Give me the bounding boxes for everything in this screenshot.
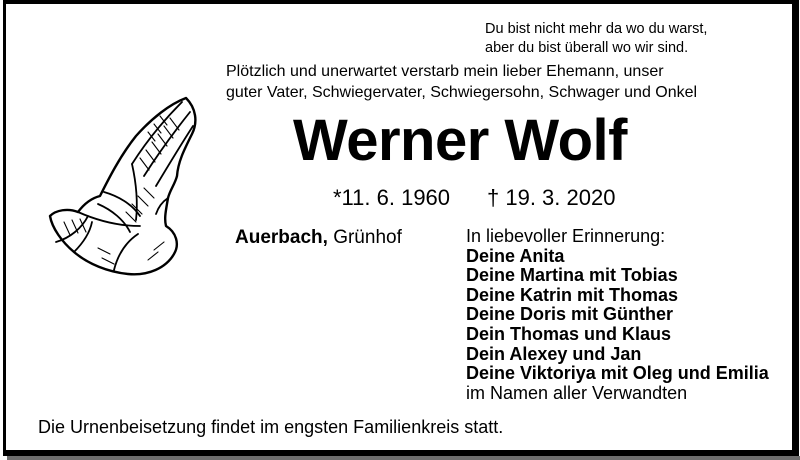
mourner-line: Deine Katrin mit Thomas [466, 284, 679, 305]
mourner-line: Dein Alexey und Jan [466, 343, 642, 364]
mourner-line: Deine Doris mit Günther [466, 304, 674, 325]
mourner-line: Deine Viktoriya mit Oleg und Emilia [466, 363, 769, 384]
death-date: † 19. 3. 2020 [487, 185, 616, 210]
place-main: Auerbach, [235, 227, 328, 248]
place-line [235, 227, 402, 249]
deceased-name: Werner Wolf [293, 108, 627, 173]
place-detail: Grünhof [333, 227, 402, 248]
mourner-line: Deine Martina mit Tobias [466, 265, 678, 286]
intro-text [226, 61, 697, 103]
remembrance-block [466, 227, 769, 403]
frame-drop-shadow [7, 456, 800, 460]
memorial-quote-line2: aber du bist überall wo wir sind. [485, 40, 689, 56]
funeral-note: Die Urnenbeisetzung findet im engsten Familienkreis statt. [38, 417, 504, 437]
memorial-quote-line1: Du bist nicht mehr da wo du warst, [485, 21, 708, 37]
intro-text-line2: guter Vater, Schwiegervater, Schwiegersohn, Schwager und Onkel [226, 84, 698, 101]
mourner-line: Deine Anita [466, 245, 565, 266]
mourners-footer: im Namen aller Verwandten [466, 382, 688, 403]
mourner-line: Dein Thomas und Klaus [466, 323, 672, 344]
remembrance-header: In liebevoller Erinnerung: [466, 226, 666, 246]
intro-text-line1: Plötzlich und unerwartet verstarb mein lieber Ehemann, unser [226, 63, 664, 80]
birth-date: *11. 6. 1960 [333, 185, 451, 210]
memorial-quote [485, 20, 707, 58]
praying-hands-icon [44, 92, 204, 282]
